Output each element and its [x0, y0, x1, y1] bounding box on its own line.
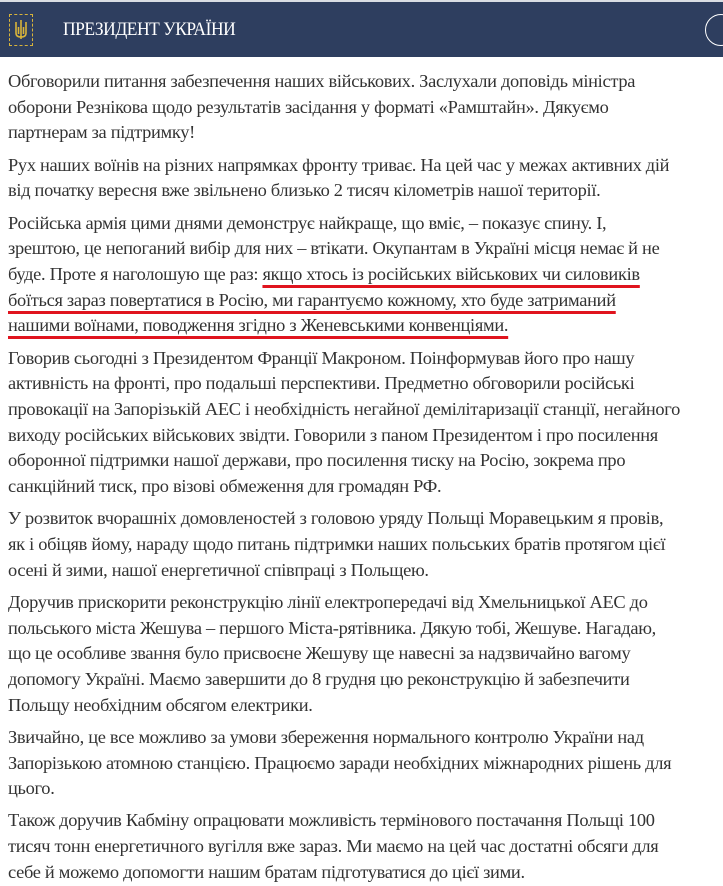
article-paragraph: [8, 153, 715, 204]
text-line: Російська армія цими днями демонструє найкраще, що вміє, – показує спину. І,: [8, 212, 607, 233]
text-line: що це особливе звання було присвоєне Жешуву ще навесні за надзвичайно вагому: [8, 643, 631, 664]
text-line: Запорізькою атомною станцією. Працюємо заради необхідних міжнародних рішень для: [8, 752, 672, 773]
highlighted-text: нашими воїнами, поводження згідно з Женевськими конвенціями.: [8, 315, 509, 336]
text-line: осені й зими, нашої енергетичної співпраці з Польщею.: [8, 559, 429, 580]
text-line: активність на фронті, про подальші перспективи. Предметно обговорили російські: [8, 373, 635, 394]
text-line: тисяч тонн енергетичного вугілля вже зараз. Ми маємо на цей час достатні обсяги для: [8, 836, 659, 857]
text-line: допомогу Україні. Маємо завершити до 8 грудня цю реконструкцію й забезпечити: [8, 668, 630, 689]
text-line: виходу російських військових звідти. Говорили з паном Президентом і про посилення: [8, 424, 658, 445]
trident-emblem-icon[interactable]: [9, 14, 33, 46]
site-title[interactable]: ПРЕЗИДЕНТ УКРАЇНИ: [63, 18, 236, 40]
text-line: як і обіцяв йому, нараду щодо питань підтримки наших польських братів протягом цієї: [8, 533, 666, 554]
text-line: У розвиток вчорашніх домовленостей з головою уряду Польщі Моравецьким я провів,: [8, 508, 664, 529]
text-line: Звичайно, це все можливо за умови збереження нормального контролю України над: [8, 726, 644, 747]
highlighted-text: якщо хтось із російських військових чи силовиків: [262, 263, 640, 284]
text-line: буде. Проте я наголошую ще раз:: [8, 263, 263, 284]
text-line: Також доручив Кабміну опрацювати можливість термінового постачання Польщі 100: [8, 810, 655, 831]
text-line: цього.: [8, 778, 55, 799]
text-line: Говорив сьогодні з Президентом Франції Макроном. Поінформував його про нашу: [8, 347, 635, 368]
article-paragraph: [8, 506, 715, 583]
text-line: Польщу необхідним обсягом електрики.: [8, 694, 313, 715]
text-line: оборонної підтримки нашої держави, про посилення тиску на Росію, зокрема про: [8, 450, 626, 471]
article-paragraph: [8, 69, 715, 146]
text-line: Доручив прискорити реконструкцію лінії електропередачі від Хмельницької АЕС до: [8, 591, 648, 612]
text-line: провокації на Запорізькій АЕС і необхідність негайної демілітаризації станції, негайного: [8, 398, 680, 419]
text-line: партнерам за підтримку!: [8, 122, 195, 143]
text-line: польського міста Жешува – першого Міста-рятівника. Дякую тобі, Жешуве. Нагадаю,: [8, 617, 656, 638]
text-line: від початку вересня вже звільнено близько 2 тисяч кілометрів нашої території.: [8, 180, 601, 201]
text-line: Рух наших воїнів на різних напрямках фронту триває. На цей час у межах активних дій: [8, 154, 670, 175]
text-line: себе й можемо допомогти нашим братам підготуватися до цієї зими.: [8, 861, 525, 882]
text-line: санкційний тиск, про візові обмеження для громадян РФ.: [8, 476, 442, 497]
text-line: оборони Резнікова щодо результатів засідання у форматі «Рамштайн». Дякуємо: [8, 96, 609, 117]
highlighted-text: боїться зараз повертатися в Росію, ми гарантуємо кожному, хто буде затриманий: [8, 289, 616, 310]
article-body: [0, 57, 723, 886]
article-paragraph: [8, 346, 715, 500]
menu-button[interactable]: [705, 14, 723, 46]
article-paragraph: [8, 211, 715, 340]
text-line: зрештою, це непоганий вибір для них – втікати. Окупантам в Україні місця немає й не: [8, 238, 660, 259]
article-paragraph: [8, 725, 715, 802]
text-line: Обговорили питання забезпечення наших військових. Заслухали доповідь міністра: [8, 71, 636, 91]
article-paragraph: [8, 590, 715, 719]
article-paragraph: [8, 808, 715, 885]
site-header: [0, 0, 723, 57]
